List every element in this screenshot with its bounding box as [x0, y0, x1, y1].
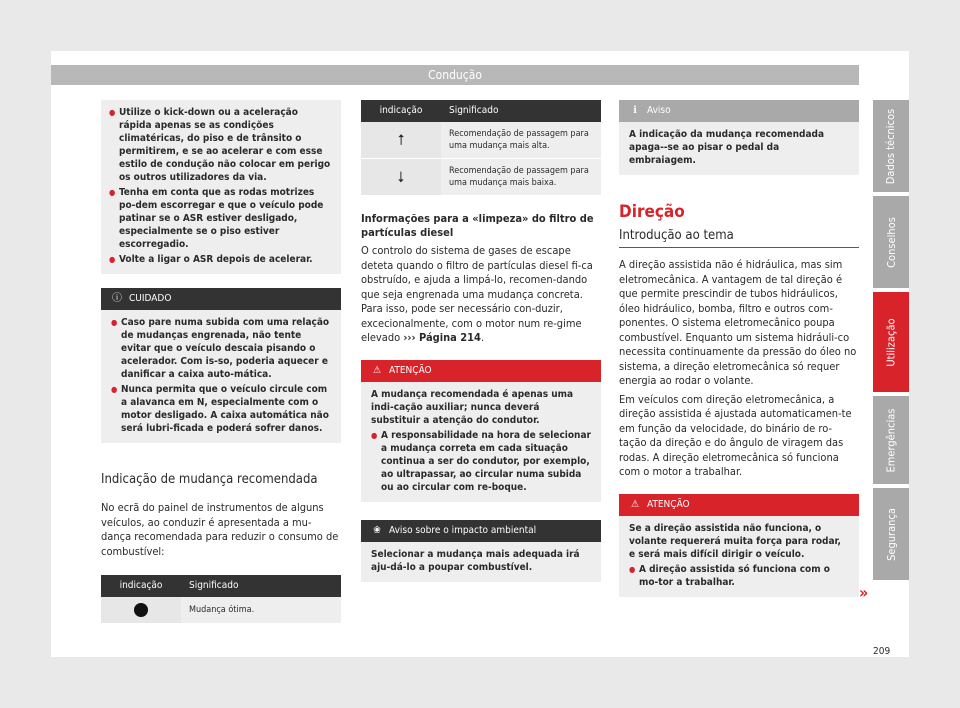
paragraph-text: O controlo do sistema de gases de escape deteta quando o filtro de partículas diesel fi-ca obstruído, e ajuda a limpá-lo, recomen-dando que seja engrenada uma mudança concreta. Para isso, pode ser necessário con-duzir, excecionalmente, com o motor num re-gime elevado: [361, 244, 593, 344]
table-header-meaning: Significado: [181, 575, 341, 597]
caution-header: [101, 288, 341, 310]
table-row: [101, 597, 341, 624]
chapter-header: Condução: [51, 65, 859, 85]
note-text: A indicação da mudança recomendada apaga--se ao pisar o pedal da embraiagem.: [629, 129, 825, 166]
section-heading: Informações para a «limpeza» do filtro de partículas diesel: [361, 212, 594, 239]
list-item: ● Nunca permita que o veículo circule com a alavanca em N, especialmente com o motor desligado. A caixa automática não será lubri-ficada e poderá sofrer danos.: [111, 383, 331, 435]
table-cell-text: Recomendação de passagem para uma mudança mais baixa.: [441, 159, 601, 196]
tab-dados-tecnicos[interactable]: [873, 100, 909, 192]
paragraph: [361, 244, 601, 346]
warning-label: ATENÇÃO: [647, 498, 690, 510]
warning-header: [619, 494, 859, 516]
table-header-icon: indicação: [101, 575, 181, 597]
info-circle-icon: ⓘ: [112, 293, 122, 304]
tab-label: Dados técnicos: [884, 108, 898, 184]
warning-label: ATENÇÃO: [389, 364, 432, 376]
tab-label: Conselhos: [884, 216, 898, 268]
info-icon: ℹ: [633, 105, 637, 116]
table-cell-text: Mudança ótima.: [181, 597, 341, 624]
arrow-up-icon: ⭡: [361, 122, 441, 159]
tab-seguranca[interactable]: [873, 488, 909, 580]
warning-body: [619, 516, 859, 597]
column-3: [619, 100, 859, 597]
tab-label: Utilização: [884, 317, 898, 367]
page-number: 209: [873, 646, 891, 657]
page-reference-link[interactable]: ››› Página 214: [403, 331, 481, 344]
warning-header: [361, 360, 601, 382]
table-cell-text: Recomendação de passagem para uma mudança mais alta.: [441, 122, 601, 159]
table-cell-icon: [101, 597, 181, 624]
note-header: [619, 100, 859, 122]
continue-marker: »: [859, 583, 869, 602]
table-header-meaning: Significado: [441, 100, 601, 122]
paragraph: A direção assistida não é hidráulica, mas sim eletromecânica. A vantagem de tal direção é que permite prescindir de tubos hidráulicos, óleo hidráulico, bomba, filtro e outros com-ponentes. O sistema eletromecânico poupa combustível. Enquanto um sistema hidráuli-co necessita continuamente da pressão do óleo no sistema, a direção eletromecânica só requer energia ao rodar o volante.: [619, 258, 857, 387]
tab-conselhos[interactable]: [873, 196, 909, 288]
table-row: [361, 122, 601, 159]
caution-body: [101, 310, 341, 443]
environment-body: [361, 542, 601, 582]
leaf-icon: ❀: [373, 524, 381, 536]
paragraph-end: .: [480, 331, 485, 344]
environment-label: Aviso sobre o impacto ambiental: [389, 524, 537, 536]
table-header-icon: indicação: [361, 100, 441, 122]
section-heading: Indicação de mudança recomendada: [101, 472, 318, 487]
warning-intro: A mudança recomendada é apenas uma indi-cação auxiliar; nunca deverá substituir a atenção do condutor.: [371, 388, 574, 426]
note-label: Aviso: [647, 105, 671, 116]
list-item: ● Utilize o kick-down ou a aceleração rápida apenas se as condições climatéricas, do piso e de trânsito o permitirem, e se ao acelerar e com esse estilo de condução não colocar em perigo os outros utilizadores da via.: [109, 106, 333, 184]
warning-triangle-icon: ⚠: [630, 498, 640, 510]
tab-emergencias[interactable]: [873, 396, 909, 484]
list-item: ● A responsabilidade na hora de selecionar a mudança correta em cada situação continua a ser do condutor, por exemplo, ao ultrapassar, ao circular numa subida ou ao circular com re-boque.: [371, 429, 591, 494]
section-title: Direção: [619, 202, 685, 222]
environment-header: [361, 520, 601, 542]
list-item: ● Tenha em conta que as rodas motrizes po-dem escorregar e que o veículo pode patinar se o ASR estiver desligado, especialmente se o piso estiver escorregadio.: [109, 186, 333, 251]
tab-utilizacao[interactable]: [873, 292, 909, 392]
warning-intro: Se a direção assistida não funciona, o volante requererá muita força para rodar, e será mais difícil dirigir o veículo.: [629, 522, 841, 560]
warning-body: [361, 382, 601, 502]
note-box: [619, 100, 859, 175]
environment-text: Selecionar a mudança mais adequada irá aju-dá-lo a poupar combustível.: [371, 548, 580, 573]
note-body: [619, 122, 859, 175]
table-row: [361, 159, 601, 196]
list-item: ● Caso pare numa subida com uma relação de mudanças engrenada, não tente evitar que o veículo descaia pisando o acelerador. Com is-so, poderia aquecer e danificar a caixa auto-mática.: [111, 316, 331, 381]
paragraph: Em veículos com direção eletromecânica, a direção assistida é ajustada automaticamen-te em função da velocidade, do binário de ro-tação da direção e do ângulo de viragem das rodas. A direção eletromecânica só funciona com o motor a trabalhar.: [619, 392, 852, 478]
warning-box: [361, 360, 601, 502]
tab-label: Segurança: [884, 507, 898, 561]
warning-triangle-icon: ⚠: [372, 364, 382, 376]
list-item: ● Volte a ligar o ASR depois de acelerar.: [109, 253, 333, 266]
filled-circle-icon: [134, 603, 148, 617]
paragraph: No ecrã do painel de instrumentos de alguns veículos, ao conduzir é apresentada a mu-dança recomendada para reduzir o consumo de combustível:: [101, 501, 339, 558]
gear-indicator-table: [101, 575, 341, 624]
column-2: [361, 100, 601, 582]
arrow-down-icon: ⭣: [361, 159, 441, 196]
caution-label: CUIDADO: [129, 293, 172, 304]
warning-box: [619, 494, 859, 597]
caution-box: [101, 288, 341, 443]
tab-label: Emergências: [884, 408, 898, 472]
gear-indicator-table-cont: [361, 100, 601, 196]
subsection-title: Introdução ao tema: [619, 229, 859, 248]
column-1: [101, 100, 341, 624]
list-item: ● A direção assistida só funciona com o mo-tor a trabalhar.: [629, 563, 849, 589]
safety-bullets-box: [101, 100, 341, 274]
environment-box: [361, 520, 601, 582]
